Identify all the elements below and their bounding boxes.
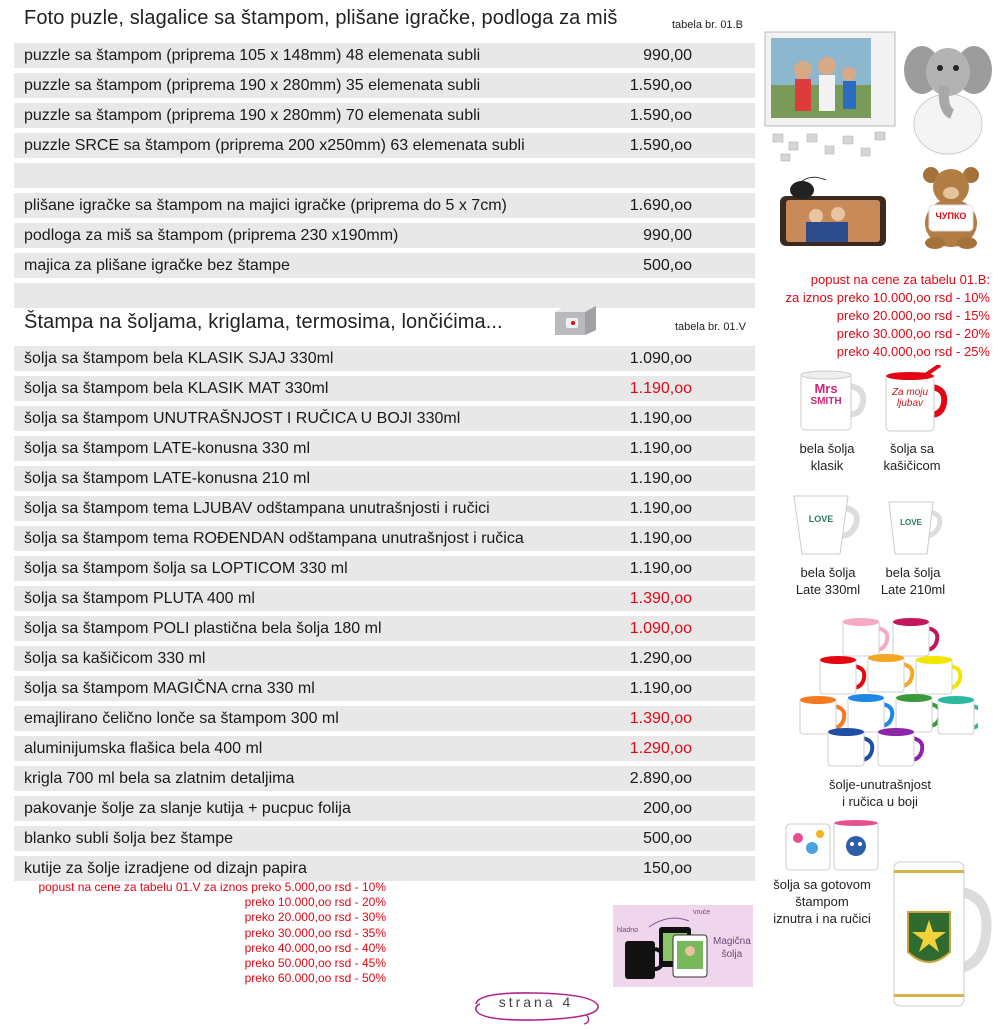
table-row — [14, 133, 755, 158]
section2-price-table — [14, 346, 755, 886]
magic-mug-label-line: Magična — [713, 936, 751, 947]
caption-line: Late 210ml — [880, 582, 946, 597]
discount-line: preko 60.000,oo rsd - 50% — [244, 971, 386, 986]
mug-print-line: Mrs — [814, 381, 838, 396]
caption-line: Late 330ml — [795, 582, 861, 597]
mug-late-210-image — [885, 498, 945, 558]
row-label: kutije za šolje izradjene od dizajn papira — [24, 860, 307, 877]
row-label: emajlirano čelično lonče sa štampom 300 ml — [24, 710, 339, 727]
row-price: 1.390,oo — [629, 590, 692, 607]
caption-bela-solja-klasik — [792, 440, 862, 474]
caption-line: i ručica u boji — [842, 794, 918, 809]
table-row — [14, 466, 755, 491]
row-label: blanko subli šolja bez štampe — [24, 830, 234, 847]
mug-shape — [843, 618, 887, 656]
row-price: 1.190,oo — [629, 560, 692, 577]
row-label: puzzle sa štampom (priprema 190 x 280mm) 70 elemenata subli — [24, 107, 481, 124]
row-price: 1.190,oo — [629, 470, 692, 487]
mug-shape — [820, 656, 864, 694]
magic-mug-label — [713, 935, 751, 961]
table-row — [14, 436, 755, 461]
caption-line: šolja sa — [889, 441, 935, 456]
discount-line: za iznos preko 10.000,oo rsd - 10% — [785, 290, 990, 305]
row-price: 500,oo — [643, 257, 692, 274]
discount-line: preko 20.000,oo rsd - 30% — [244, 910, 386, 925]
row-price: 1.190,oo — [629, 500, 692, 517]
mug-print-za-moju-ljubav — [888, 387, 932, 409]
table-row — [14, 676, 755, 701]
mug-shape — [938, 696, 978, 734]
magic-mug-cold-label: hladno — [617, 927, 639, 934]
table-row — [14, 376, 755, 401]
discount-line: popust na cene za tabelu 01.B: — [810, 272, 990, 287]
row-label: plišane igračke sa štampom na majici igračke (priprema do 5 x 7cm) — [24, 197, 507, 214]
discount-line: preko 30.000,oo rsd - 35% — [244, 925, 386, 940]
mug-print-love: LOVE — [900, 518, 922, 527]
table-row — [14, 736, 755, 761]
mug-print-line: SMITH — [810, 396, 842, 407]
page-number: strana 4 — [498, 994, 574, 1010]
mug-late-330-image — [790, 492, 862, 558]
mug-spoon-image — [880, 365, 952, 437]
row-label: šolja sa štampom bela KLASIK MAT 330ml — [24, 380, 329, 397]
magic-mug-label-line: šolja — [721, 949, 743, 960]
row-label: majica za plišane igračke bez štampe — [24, 257, 290, 274]
mug-shape — [848, 694, 892, 732]
row-price: 1.590,oo — [629, 77, 692, 94]
table-row — [14, 193, 755, 218]
row-price: 1.290,oo — [629, 740, 692, 757]
row-label: šolja sa kašičicom 330 ml — [24, 650, 206, 667]
mouse-pad-image — [776, 176, 890, 248]
section2-title: Štampa na šoljama, kriglama, termosima, lončićima... — [24, 311, 503, 333]
caption-line: štampom — [795, 894, 849, 909]
caption-line: bela šolja — [799, 441, 855, 456]
row-price: 1.290,oo — [629, 650, 692, 667]
section2-table-ref: tabela br. 01.V — [675, 321, 746, 333]
teddy-shirt-print: ЧУПКО — [935, 211, 967, 221]
discount-line: preko 50.000,oo rsd - 45% — [244, 956, 386, 971]
table-row — [14, 346, 755, 371]
magic-mug-image — [613, 905, 753, 987]
caption-solja-sa-kasicicom — [876, 440, 948, 474]
caption-line: šolja sa gotovom — [773, 877, 871, 892]
row-price: 1.190,oo — [629, 440, 692, 457]
discount-line: popust na cene za tabelu 01.V za iznos preko 5.000,oo rsd - 10% — [38, 880, 386, 894]
preprinted-mugs-image — [782, 818, 882, 874]
row-label: podloga za miš sa štampom (priprema 230 x190mm) — [24, 227, 399, 244]
row-price: 1.390,oo — [629, 710, 692, 727]
row-label: aluminijumska flašica bela 400 ml — [24, 740, 263, 757]
table-row — [14, 616, 755, 641]
row-price: 1.590,oo — [629, 137, 692, 154]
table-row — [14, 856, 755, 881]
mug-box-icon — [552, 304, 598, 336]
mug-shape — [893, 618, 937, 656]
row-price: 500,oo — [643, 830, 692, 847]
colored-mugs-image — [798, 618, 978, 768]
row-label: šolja sa štampom UNUTRAŠNJOST I RUČICA U BOJI 330ml — [24, 410, 461, 427]
row-label: šolja sa štampom LATE-konusna 210 ml — [24, 470, 311, 487]
caption-line: šolje-unutrašnjost — [829, 777, 931, 792]
caption-unutrasnjost — [790, 776, 970, 810]
elephant-plush-image — [902, 30, 994, 158]
table-row — [14, 646, 755, 671]
caption-gotova-stampa — [760, 876, 884, 927]
mug-shape — [916, 656, 960, 694]
section1-price-table — [14, 43, 755, 313]
row-price: 1.190,oo — [629, 680, 692, 697]
table-row — [14, 163, 755, 188]
section2-discount-list — [14, 880, 386, 986]
mug-print-mrs-smith — [801, 382, 851, 408]
discount-line: preko 20.000,oo rsd - 15% — [836, 308, 990, 323]
row-price: 1.190,oo — [629, 530, 692, 547]
row-price: 1.190,oo — [629, 410, 692, 427]
row-label: šolja sa štampom bela KLASIK SJAJ 330ml — [24, 350, 334, 367]
mug-shape — [868, 654, 912, 692]
table-row — [14, 826, 755, 851]
mug-shape — [800, 696, 844, 734]
section1-discount-list — [760, 271, 990, 361]
table-row — [14, 556, 755, 581]
row-label: puzzle SRCE sa štampom (priprema 200 x250mm) 63 elemenata subli — [24, 137, 525, 154]
discount-line: preko 10.000,oo rsd - 20% — [244, 895, 386, 910]
caption-line: kašičicom — [883, 458, 941, 473]
mug-shape — [828, 728, 872, 766]
beer-stein-image — [886, 852, 992, 1014]
caption-line: bela šolja — [885, 565, 941, 580]
row-price: 1.590,oo — [629, 107, 692, 124]
caption-line: klasik — [810, 458, 844, 473]
row-label: pakovanje šolje za slanje kutija + pucpuc folija — [24, 800, 351, 817]
row-price: 1.090,oo — [629, 620, 692, 637]
mug-print-line: Za moju — [891, 387, 929, 398]
caption-late-330 — [790, 564, 866, 598]
table-row — [14, 103, 755, 128]
table-row — [14, 283, 755, 308]
discount-line: preko 40.000,oo rsd - 25% — [836, 344, 990, 359]
row-price: 2.890,oo — [629, 770, 692, 787]
teddy-bear-image — [915, 165, 987, 250]
mug-klasik-image — [795, 368, 867, 434]
row-price: 990,00 — [643, 47, 692, 64]
photo-puzzle-image — [763, 30, 898, 165]
row-label: krigla 700 ml bela sa zlatnim detaljima — [24, 770, 295, 787]
row-label: šolja sa štampom MAGIČNA crna 330 ml — [24, 680, 315, 697]
row-label: puzzle sa štampom (priprema 105 x 148mm) 48 elemenata subli — [24, 47, 481, 64]
row-price: 990,00 — [643, 227, 692, 244]
table-row — [14, 73, 755, 98]
row-label: šolja sa štampom POLI plastična bela šolja 180 ml — [24, 620, 382, 637]
row-label: šolja sa štampom šolja sa LOPTICOM 330 ml — [24, 560, 348, 577]
caption-late-210 — [875, 564, 951, 598]
row-label: šolja sa štampom PLUTA 400 ml — [24, 590, 255, 607]
mug-shape — [896, 694, 940, 732]
table-row — [14, 253, 755, 278]
table-row — [14, 43, 755, 68]
caption-line: iznutra i na ručici — [773, 911, 871, 926]
row-price: 200,oo — [643, 800, 692, 817]
mug-print-love: LOVE — [808, 514, 834, 524]
table-row — [14, 223, 755, 248]
discount-line: preko 40.000,oo rsd - 40% — [244, 940, 386, 955]
table-row — [14, 796, 755, 821]
row-label: šolja sa štampom tema LJUBAV odštampana unutrašnjosti i ručici — [24, 500, 490, 517]
section1-table-ref: tabela br. 01.B — [672, 19, 743, 31]
discount-line: preko 30.000,oo rsd - 20% — [836, 326, 990, 341]
caption-line: bela šolja — [800, 565, 856, 580]
row-label: puzzle sa štampom (priprema 190 x 280mm) 35 elemenata subli — [24, 77, 481, 94]
table-row — [14, 586, 755, 611]
row-label: šolja sa štampom tema ROĐENDAN odštampana unutrašnjost i ručica — [24, 530, 524, 547]
table-row — [14, 406, 755, 431]
row-price: 1.690,oo — [629, 197, 692, 214]
section1-title: Foto puzle, slagalice sa štampom, plišane igračke, podloga za miš — [24, 7, 618, 29]
magic-mug-hot-label: vruće — [693, 909, 711, 916]
row-price: 1.090,oo — [629, 350, 692, 367]
row-label: šolja sa štampom LATE-konusna 330 ml — [24, 440, 311, 457]
mug-print-line: ljubav — [896, 398, 924, 409]
mug-shape — [878, 728, 922, 766]
table-row — [14, 766, 755, 791]
row-price: 1.190,oo — [629, 380, 692, 397]
row-price: 150,oo — [643, 860, 692, 877]
table-row — [14, 496, 755, 521]
table-row — [14, 706, 755, 731]
table-row — [14, 526, 755, 551]
